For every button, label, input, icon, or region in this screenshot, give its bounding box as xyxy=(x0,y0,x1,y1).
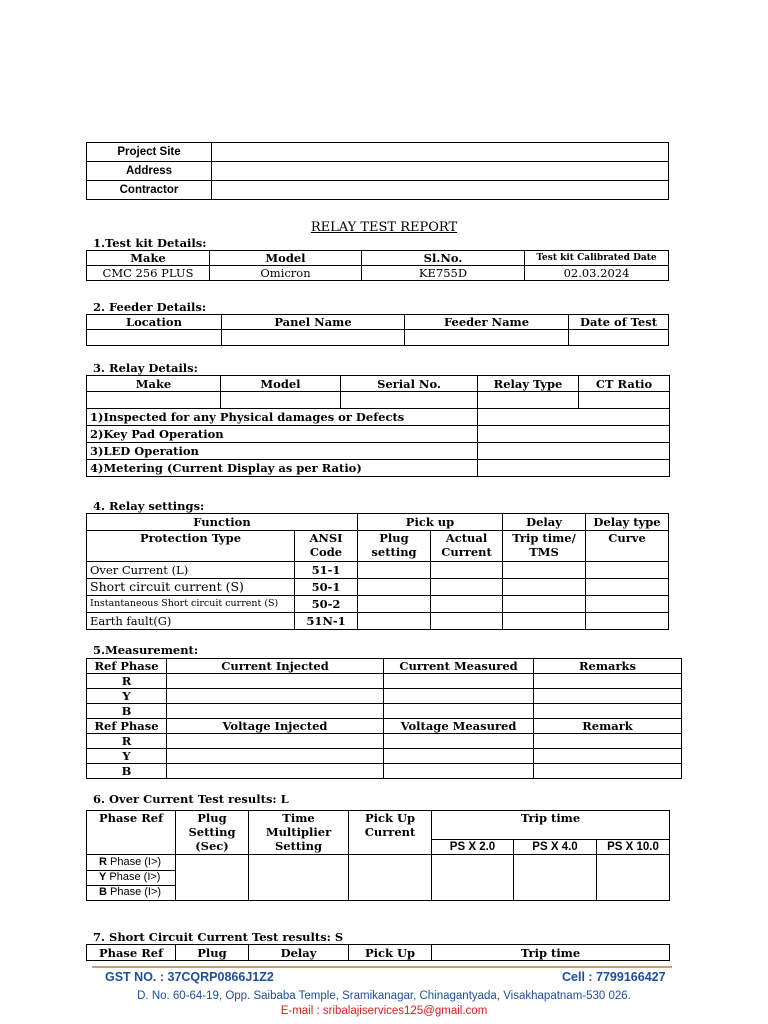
test-kit-table xyxy=(86,250,669,281)
trip-col-header: PS X 10.0 xyxy=(597,840,670,855)
settings-delay-header: Delay xyxy=(503,514,586,531)
protection-type: Over Current (L) xyxy=(87,562,295,579)
measurement-cell[interactable] xyxy=(534,704,682,719)
overcurrent-header: Plug Setting (Sec) xyxy=(176,811,249,855)
settings-cell[interactable] xyxy=(586,579,669,596)
settings-cell[interactable] xyxy=(431,579,503,596)
measurement-table xyxy=(86,658,682,779)
test-kit-header: Sl.No. xyxy=(362,251,525,266)
test-kit-header: Test kit Calibrated Date xyxy=(525,251,669,266)
relay-table xyxy=(86,375,670,477)
feeder-header: Location xyxy=(87,315,222,330)
address-label: Address xyxy=(87,162,212,181)
settings-cell[interactable] xyxy=(503,596,586,613)
relay-check-result[interactable] xyxy=(478,460,670,477)
feeder-cell[interactable] xyxy=(222,330,405,346)
test-kit-header: Model xyxy=(210,251,362,266)
settings-cell[interactable] xyxy=(503,562,586,579)
overcurrent-heading: 6. Over Current Test results: L xyxy=(93,792,289,806)
settings-pickup-header: Pick up xyxy=(358,514,503,531)
measurement-cell[interactable] xyxy=(167,734,384,749)
settings-delaytype-header: Delay type xyxy=(586,514,669,531)
settings-cell[interactable] xyxy=(431,562,503,579)
ansi-code: 50-2 xyxy=(295,596,358,613)
relay-check-item: 2)Key Pad Operation xyxy=(87,426,478,443)
overcurrent-table xyxy=(86,810,670,901)
settings-function-header: Function xyxy=(87,514,358,531)
measurement-header: Current Injected xyxy=(167,659,384,674)
settings-cell[interactable] xyxy=(586,613,669,630)
phase-row-divider xyxy=(87,870,175,871)
settings-cell[interactable] xyxy=(358,562,431,579)
footer-gst: GST NO. : 37CQRP0866J1Z2 xyxy=(105,970,274,984)
feeder-table xyxy=(86,314,669,346)
measurement-cell[interactable] xyxy=(384,734,534,749)
shortcircuit-header: Plug xyxy=(176,945,249,961)
settings-heading: 4. Relay settings: xyxy=(93,499,205,513)
feeder-cell[interactable] xyxy=(569,330,669,346)
relay-check-item: 1)Inspected for any Physical damages or Defects xyxy=(87,409,478,426)
measurement-cell[interactable] xyxy=(384,704,534,719)
relay-cell[interactable] xyxy=(87,392,221,409)
measurement-cell[interactable] xyxy=(534,749,682,764)
relay-header: Relay Type xyxy=(478,376,579,392)
phase-label: Y xyxy=(87,749,167,764)
settings-cell[interactable] xyxy=(503,613,586,630)
address-value[interactable] xyxy=(212,162,669,181)
measurement-header: Voltage Injected xyxy=(167,719,384,734)
ansi-code: 50-1 xyxy=(295,579,358,596)
relay-header: Model xyxy=(221,376,341,392)
test-kit-calibrated-date: 02.03.2024 xyxy=(525,266,669,281)
footer-email: E-mail : sribalajiservices125@gmail.com xyxy=(280,1005,488,1017)
measurement-cell[interactable] xyxy=(534,674,682,689)
footer-divider xyxy=(92,966,672,968)
shortcircuit-header: Delay xyxy=(249,945,349,961)
measurement-cell[interactable] xyxy=(534,764,682,779)
protection-type: Instantaneous Short circuit current (S) xyxy=(87,596,295,613)
relay-cell[interactable] xyxy=(221,392,341,409)
relay-check-result[interactable] xyxy=(478,443,670,460)
footer-address: D. No. 60-64-19, Opp. Saibaba Temple, Sramikanagar, Chinagantyada, Visakhapatnam-530 026. xyxy=(137,990,631,1002)
measurement-header: Voltage Measured xyxy=(384,719,534,734)
settings-subheader: Curve xyxy=(586,531,669,562)
phase-row-divider xyxy=(87,885,175,886)
settings-subheader: Protection Type xyxy=(87,531,295,562)
test-kit-header: Make xyxy=(87,251,210,266)
settings-cell[interactable] xyxy=(358,579,431,596)
settings-cell[interactable] xyxy=(586,562,669,579)
settings-cell[interactable] xyxy=(358,596,431,613)
measurement-cell[interactable] xyxy=(534,734,682,749)
test-kit-make: CMC 256 PLUS xyxy=(87,266,210,281)
phase-ref-list xyxy=(87,855,176,901)
measurement-header: Current Measured xyxy=(384,659,534,674)
relay-heading: 3. Relay Details: xyxy=(93,361,198,375)
shortcircuit-header: Phase Ref xyxy=(87,945,176,961)
phase-ref-r: R Phase (I>) xyxy=(99,856,162,868)
measurement-header: Ref Phase xyxy=(87,719,167,734)
project-info-table xyxy=(86,142,669,200)
measurement-cell[interactable] xyxy=(167,764,384,779)
measurement-cell[interactable] xyxy=(167,674,384,689)
trip-col-header: PS X 4.0 xyxy=(514,840,597,855)
measurement-header: Remark xyxy=(534,719,682,734)
feeder-cell[interactable] xyxy=(405,330,569,346)
protection-type: Earth fault(G) xyxy=(87,613,295,630)
settings-subheader: Trip time/ TMS xyxy=(503,531,586,562)
settings-cell[interactable] xyxy=(503,579,586,596)
relay-header: CT Ratio xyxy=(579,376,670,392)
measurement-heading: 5.Measurement: xyxy=(93,643,199,657)
relay-cell[interactable] xyxy=(478,392,579,409)
settings-subheader: Actual Current xyxy=(431,531,503,562)
feeder-heading: 2. Feeder Details: xyxy=(93,300,207,314)
measurement-cell[interactable] xyxy=(167,689,384,704)
settings-subheader: Plug setting xyxy=(358,531,431,562)
settings-table xyxy=(86,513,669,630)
measurement-cell[interactable] xyxy=(384,764,534,779)
relay-check-result[interactable] xyxy=(478,426,670,443)
test-kit-model: Omicron xyxy=(210,266,362,281)
phase-label: R xyxy=(87,674,167,689)
ansi-code: 51N-1 xyxy=(295,613,358,630)
overcurrent-header: Time Multiplier Setting xyxy=(249,811,349,855)
contractor-value[interactable] xyxy=(212,181,669,200)
shortcircuit-header: Pick Up xyxy=(349,945,432,961)
settings-cell[interactable] xyxy=(358,613,431,630)
settings-cell[interactable] xyxy=(586,596,669,613)
ansi-code: 51-1 xyxy=(295,562,358,579)
measurement-header: Ref Phase xyxy=(87,659,167,674)
settings-cell[interactable] xyxy=(431,613,503,630)
measurement-cell[interactable] xyxy=(534,689,682,704)
shortcircuit-header: Trip time xyxy=(432,945,670,961)
measurement-cell[interactable] xyxy=(384,674,534,689)
relay-check-item: 4)Metering (Current Display as per Ratio) xyxy=(87,460,478,477)
protection-type: Short circuit current (S) xyxy=(87,579,295,596)
test-kit-heading: 1.Test kit Details: xyxy=(93,236,207,250)
relay-cell[interactable] xyxy=(579,392,670,409)
relay-header: Make xyxy=(87,376,221,392)
shortcircuit-heading: 7. Short Circuit Current Test results: S xyxy=(93,930,344,944)
measurement-cell[interactable] xyxy=(167,749,384,764)
phase-label: B xyxy=(87,704,167,719)
report-title: RELAY TEST REPORT xyxy=(310,220,458,235)
project-site-label: Project Site xyxy=(87,143,212,162)
feeder-header: Date of Test xyxy=(569,315,669,330)
contractor-label: Contractor xyxy=(87,181,212,200)
relay-check-result[interactable] xyxy=(478,409,670,426)
overcurrent-header: Phase Ref xyxy=(87,811,176,855)
phase-label: B xyxy=(87,764,167,779)
phase-label: R xyxy=(87,734,167,749)
overcurrent-cell[interactable] xyxy=(349,855,432,901)
overcurrent-cell[interactable] xyxy=(176,855,249,901)
phase-ref-y: Y Phase (I>) xyxy=(99,871,161,883)
overcurrent-header: Pick Up Current xyxy=(349,811,432,855)
project-site-value[interactable] xyxy=(212,143,669,162)
overcurrent-cell[interactable] xyxy=(249,855,349,901)
settings-cell[interactable] xyxy=(431,596,503,613)
feeder-cell[interactable] xyxy=(87,330,222,346)
measurement-cell[interactable] xyxy=(384,749,534,764)
trip-time-header: Trip time xyxy=(432,811,670,840)
test-kit-serial: KE755D xyxy=(362,266,525,281)
relay-check-item: 3)LED Operation xyxy=(87,443,478,460)
phase-label: Y xyxy=(87,689,167,704)
trip-col-header: PS X 2.0 xyxy=(432,840,514,855)
measurement-cell[interactable] xyxy=(384,689,534,704)
phase-ref-b: B Phase (I>) xyxy=(99,886,162,898)
shortcircuit-table xyxy=(86,944,670,961)
settings-subheader: ANSI Code xyxy=(295,531,358,562)
relay-header: Serial No. xyxy=(341,376,478,392)
footer-cell: Cell : 7799166427 xyxy=(562,970,666,984)
relay-cell[interactable] xyxy=(341,392,478,409)
overcurrent-cell[interactable] xyxy=(432,855,514,901)
overcurrent-cell[interactable] xyxy=(514,855,597,901)
overcurrent-cell[interactable] xyxy=(597,855,670,901)
feeder-header: Panel Name xyxy=(222,315,405,330)
measurement-cell[interactable] xyxy=(167,704,384,719)
measurement-header: Remarks xyxy=(534,659,682,674)
feeder-header: Feeder Name xyxy=(405,315,569,330)
